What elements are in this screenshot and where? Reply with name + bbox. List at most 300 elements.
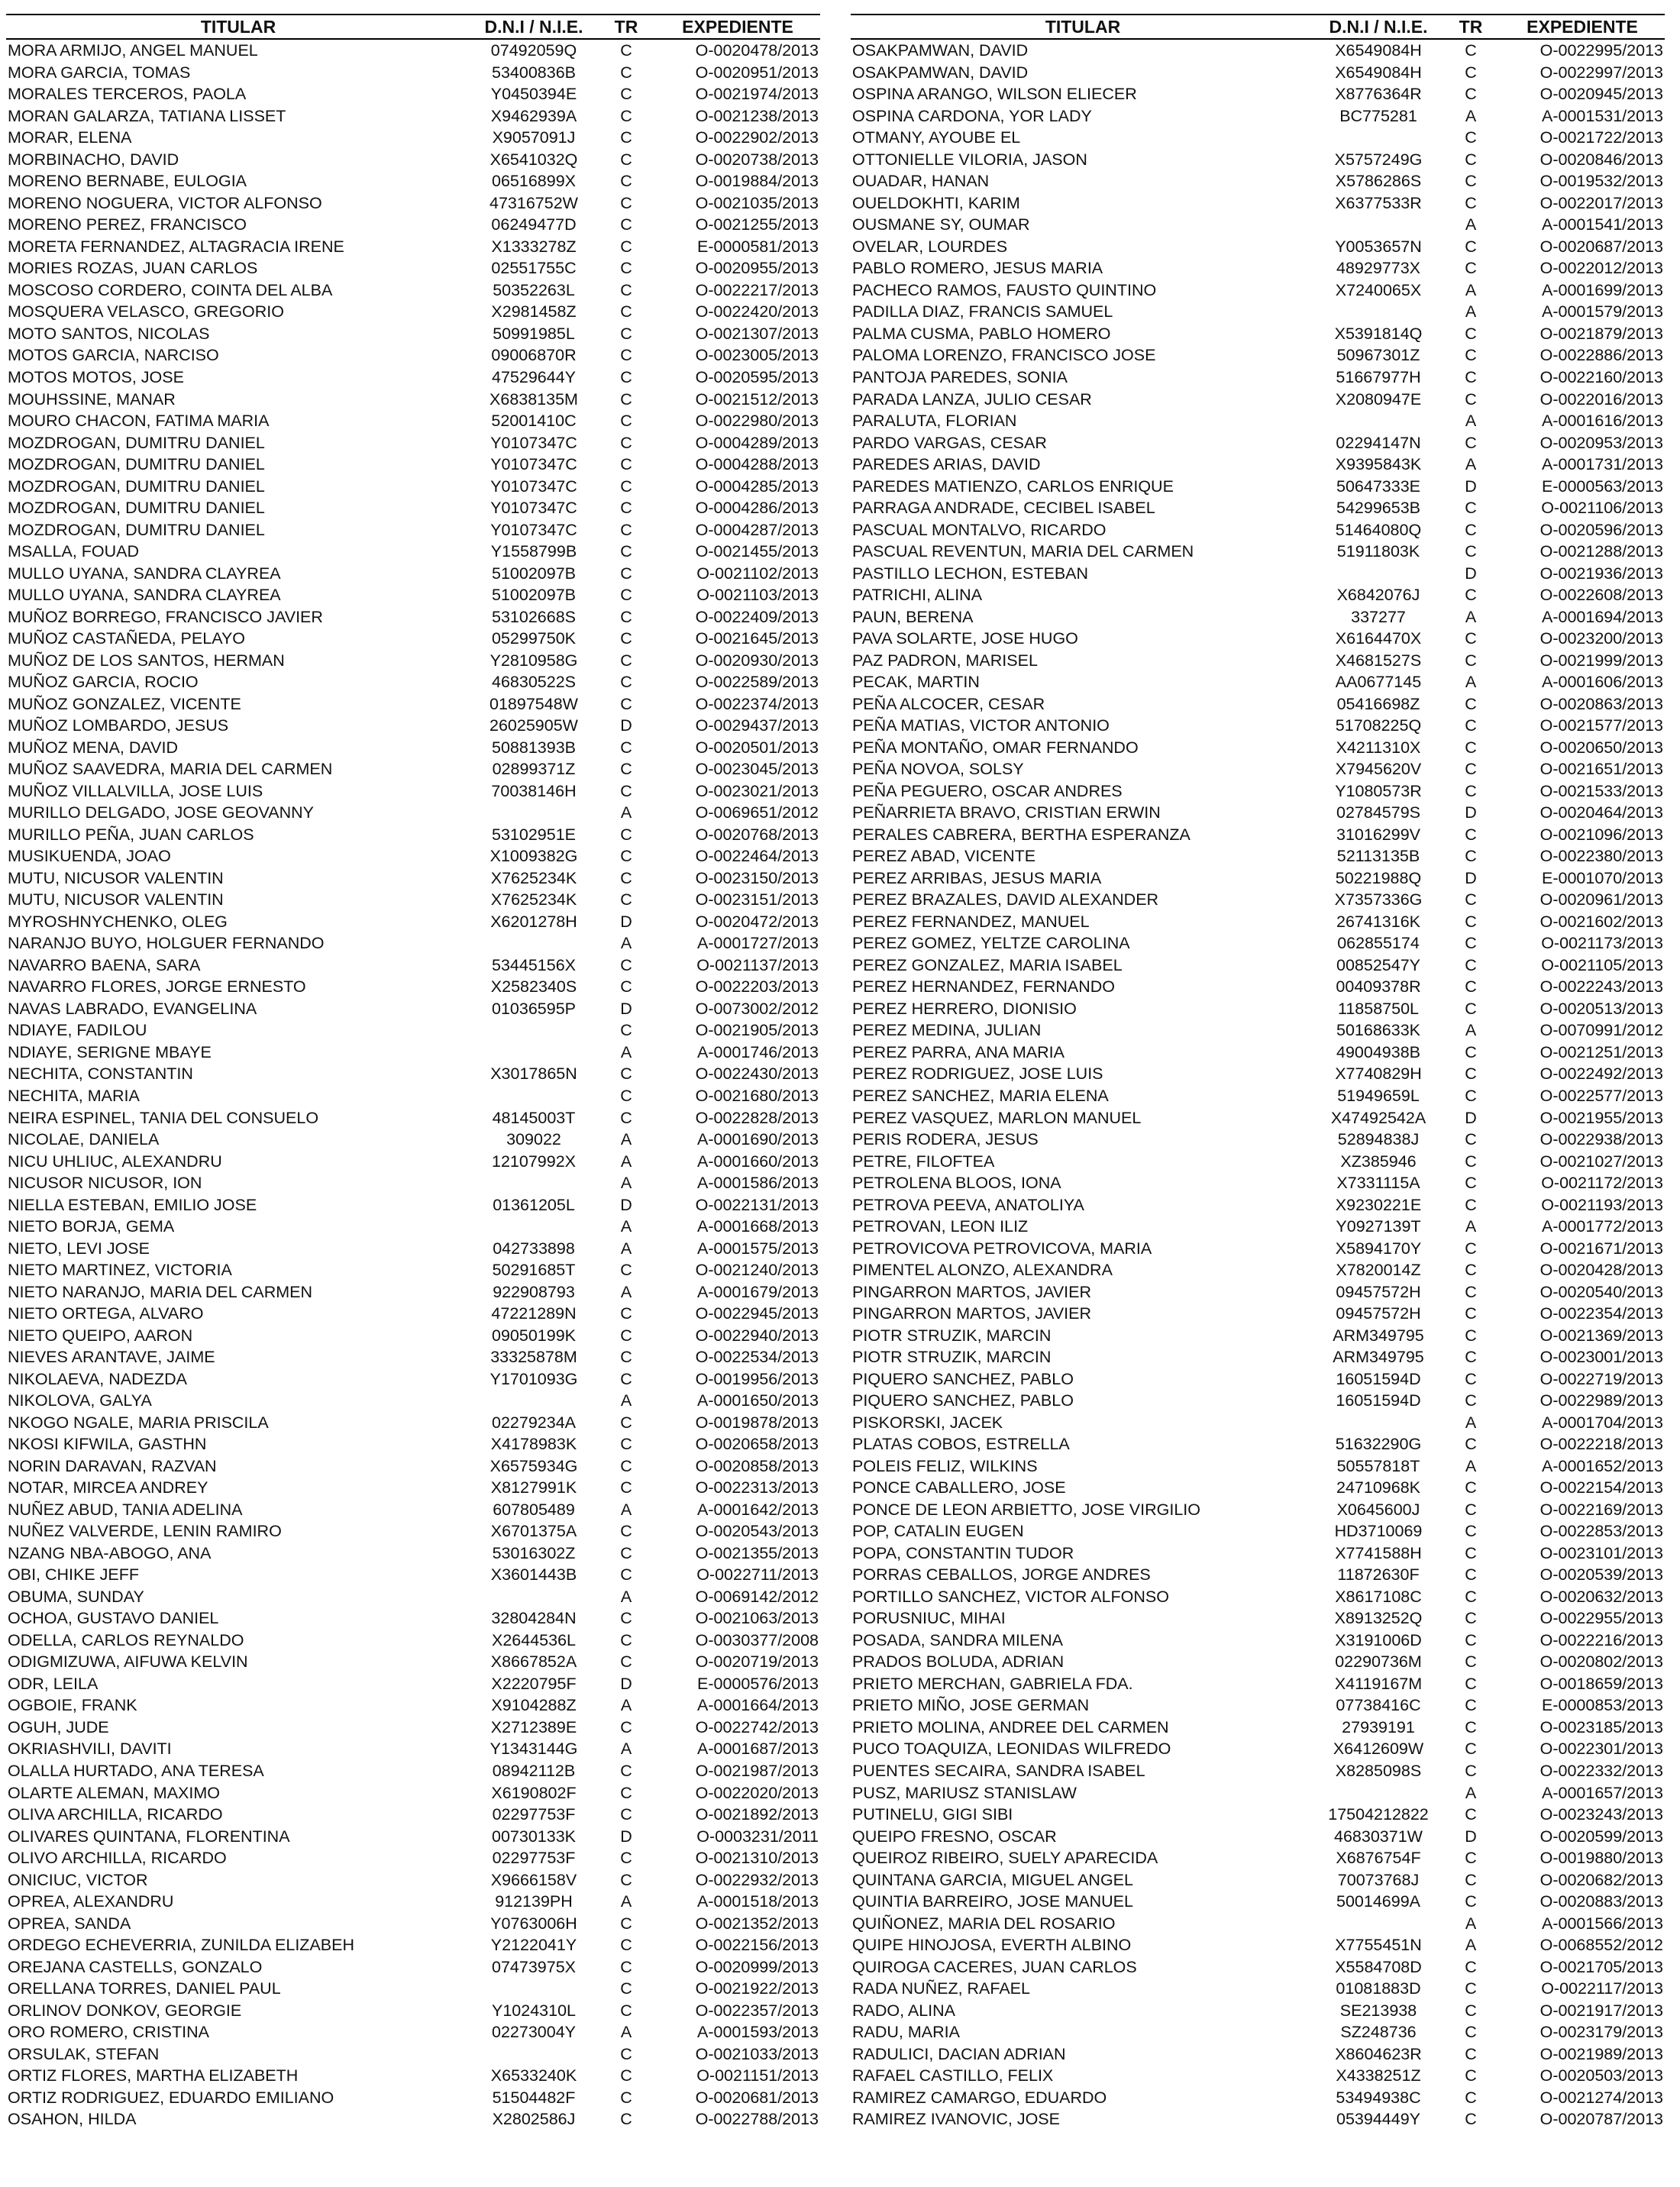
- table-row: [6, 497, 820, 519]
- dni-cell: X5391814Q: [1334, 324, 1423, 343]
- expediente-cell: O-0020719/2013: [695, 1652, 819, 1672]
- tr-cell: C: [620, 280, 632, 299]
- titular-cell: MSALLA, FOUAD: [8, 542, 140, 561]
- titular-cell: PEREZ HERNANDEZ, FERNANDO: [852, 977, 1116, 997]
- expediente-cell: O-0021533/2013: [1539, 781, 1663, 800]
- tr-cell: C: [1465, 2088, 1477, 2107]
- dni-cell: X5584708D: [1335, 1957, 1422, 1976]
- titular-cell: MUSIKUENDA, JOAO: [8, 847, 171, 866]
- table-row: [851, 1869, 1665, 1891]
- titular-cell: PEREZ HERRERO, DIONISIO: [852, 999, 1077, 1018]
- expediente-cell: O-0021096/2013: [1539, 825, 1663, 844]
- tr-cell: D: [620, 716, 632, 735]
- dni-cell: 50221988Q: [1335, 868, 1422, 887]
- tr-cell: A: [620, 1174, 632, 1193]
- tr-cell: C: [620, 1456, 632, 1475]
- expediente-cell: O-0021240/2013: [695, 1261, 819, 1280]
- tr-cell: C: [1465, 1609, 1477, 1628]
- titular-cell: OSPINA ARANGO, WILSON ELIECER: [852, 85, 1137, 104]
- expediente-cell: A-0001579/2013: [1541, 302, 1663, 321]
- tr-cell: D: [1465, 1827, 1477, 1846]
- dni-cell: [470, 1042, 597, 1064]
- titular-cell: MORALES TERCEROS, PAOLA: [8, 85, 247, 104]
- tr-cell: C: [1465, 1087, 1477, 1105]
- table-row: [851, 780, 1665, 803]
- titular-cell: PAZ PADRON, MARISEL: [852, 651, 1038, 670]
- titular-cell: PAREDES MATIENZO, CARLOS ENRIQUE: [852, 476, 1174, 496]
- expediente-cell: O-0021974/2013: [695, 85, 819, 104]
- titular-cell: OLALLA HURTADO, ANA TERESA: [8, 1761, 264, 1780]
- titular-cell: OLIVARES QUINTANA, FLORENTINA: [8, 1827, 290, 1846]
- expediente-cell: O-0020503/2013: [1539, 2066, 1663, 2085]
- expediente-cell: O-0020513/2013: [1539, 999, 1663, 1018]
- dni-cell: 52113135B: [1336, 847, 1420, 866]
- table-row: [851, 1085, 1665, 1107]
- table-row: [851, 715, 1665, 737]
- expediente-cell: O-0022608/2013: [1539, 586, 1663, 605]
- header-tr: TR: [1442, 15, 1500, 39]
- dni-cell: 00730133K: [492, 1827, 576, 1846]
- expediente-cell: O-0019884/2013: [695, 172, 819, 191]
- dni-cell: 50291685T: [492, 1261, 576, 1280]
- expediente-cell: A-0001699/2013: [1541, 280, 1663, 299]
- dni-cell: 02297753F: [492, 1849, 576, 1868]
- expediente-cell: O-0021310/2013: [695, 1849, 819, 1868]
- table-row: [6, 1782, 820, 1804]
- titular-cell: NAVARRO BAENA, SARA: [8, 955, 201, 974]
- titular-cell: PAREDES ARIAS, DAVID: [852, 455, 1041, 474]
- dni-cell: [1315, 410, 1442, 432]
- expediente-cell: O-0004286/2013: [695, 499, 819, 518]
- tr-cell: C: [620, 172, 632, 191]
- tr-cell: C: [620, 1543, 632, 1562]
- titular-cell: PERIS RODERA, JESUS: [852, 1130, 1039, 1149]
- table-row: [851, 802, 1665, 824]
- expediente-cell: O-0019532/2013: [1539, 172, 1663, 191]
- titular-cell: OTTONIELLE VILORIA, JASON: [852, 150, 1087, 169]
- titular-cell: MUÑOZ GONZALEZ, VICENTE: [8, 694, 241, 713]
- right-column: [851, 14, 1665, 2130]
- header-expediente: EXPEDIENTE: [655, 15, 820, 39]
- titular-cell: MORENO NOGUERA, VICTOR ALFONSO: [8, 193, 322, 212]
- dni-cell: [1315, 1411, 1442, 1433]
- dni-cell: X6533240K: [490, 2066, 577, 2085]
- table-row: [851, 758, 1665, 780]
- titular-cell: OSAKPAMWAN, DAVID: [852, 41, 1029, 60]
- expediente-cell: O-0021238/2013: [695, 106, 819, 125]
- titular-cell: PEREZ ABAD, VICENTE: [852, 847, 1036, 866]
- tr-cell: C: [1465, 1892, 1477, 1911]
- dni-cell: 47316752W: [489, 193, 578, 212]
- titular-cell: PIQUERO SANCHEZ, PABLO: [852, 1391, 1074, 1410]
- expediente-cell: O-0021577/2013: [1539, 716, 1663, 735]
- tr-cell: C: [1465, 499, 1477, 518]
- dni-cell: X7331115A: [1336, 1174, 1420, 1193]
- titular-cell: NDIAYE, SERIGNE MBAYE: [8, 1042, 212, 1061]
- dni-cell: 062855174: [1337, 934, 1420, 953]
- tr-cell: C: [1465, 128, 1477, 147]
- dni-cell: 02273004Y: [492, 2023, 576, 2042]
- dni-cell: X3191006D: [1335, 1630, 1422, 1649]
- titular-cell: PERALES CABRERA, BERTHA ESPERANZA: [852, 825, 1191, 844]
- table-row: [6, 758, 820, 780]
- titular-cell: PARADA LANZA, JULIO CESAR: [852, 389, 1092, 409]
- tr-cell: A: [620, 1892, 632, 1911]
- expediente-cell: O-0023200/2013: [1539, 629, 1663, 648]
- table-row: [851, 1499, 1665, 1521]
- expediente-cell: A-0001660/2013: [696, 1152, 819, 1171]
- expediente-cell: O-0020632/2013: [1539, 1587, 1663, 1606]
- table-row: [851, 1760, 1665, 1782]
- tr-cell: A: [1465, 302, 1477, 321]
- tr-cell: C: [620, 651, 632, 670]
- titular-cell: MYROSHNYCHENKO, OLEG: [8, 912, 228, 931]
- table-row: [6, 1368, 820, 1390]
- tr-cell: C: [1465, 2044, 1477, 2063]
- expediente-cell: O-0022464/2013: [695, 847, 819, 866]
- table-row: [851, 149, 1665, 171]
- titular-cell: QUIROGA CACERES, JUAN CARLOS: [852, 1957, 1137, 1976]
- expediente-cell: A-0001642/2013: [696, 1500, 819, 1519]
- table-row: [851, 1411, 1665, 1433]
- table-row: [6, 388, 820, 410]
- expediente-cell: O-0022017/2013: [1539, 193, 1663, 212]
- expediente-cell: O-0021352/2013: [695, 1914, 819, 1933]
- expediente-cell: O-0021955/2013: [1539, 1108, 1663, 1127]
- titular-cell: MUÑOZ CASTAÑEDA, PELAYO: [8, 629, 246, 648]
- tr-cell: C: [620, 2001, 632, 2020]
- expediente-cell: A-0001575/2013: [696, 1239, 819, 1258]
- table-row: [6, 1259, 820, 1281]
- titular-cell: MUÑOZ LOMBARDO, JESUS: [8, 716, 229, 735]
- table-row: [6, 323, 820, 345]
- expediente-cell: O-0021063/2013: [695, 1609, 819, 1628]
- dni-cell: X8667852A: [490, 1652, 577, 1672]
- table-row: [851, 845, 1665, 867]
- table-row: [6, 1237, 820, 1259]
- dni-cell: 02551755C: [491, 259, 577, 278]
- dni-cell: 26741316K: [1336, 912, 1420, 931]
- tr-cell: C: [620, 1761, 632, 1780]
- table-row: [6, 279, 820, 302]
- titular-cell: PUCO TOAQUIZA, LEONIDAS WILFREDO: [852, 1740, 1171, 1759]
- tr-cell: A: [620, 2023, 632, 2042]
- expediente-cell: A-0001586/2013: [696, 1174, 819, 1193]
- dni-cell: 00852547Y: [1336, 955, 1420, 974]
- dni-cell: 309022: [506, 1130, 561, 1149]
- dni-cell: 01897548W: [489, 694, 578, 713]
- tr-cell: D: [620, 1827, 632, 1846]
- table-row: [6, 1303, 820, 1325]
- table-row: [6, 1019, 820, 1042]
- tr-cell: C: [1465, 847, 1477, 866]
- titular-cell: NIEVES ARANTAVE, JAIME: [8, 1348, 215, 1367]
- table-row: [6, 83, 820, 105]
- expediente-cell: O-0022020/2013: [695, 1783, 819, 1802]
- dni-cell: X7625234K: [490, 868, 577, 887]
- titular-cell: OLARTE ALEMAN, MAXIMO: [8, 1783, 220, 1802]
- tr-cell: C: [1465, 389, 1477, 409]
- expediente-cell: O-0022357/2013: [695, 2001, 819, 2020]
- table-row: [6, 693, 820, 715]
- titular-cell: MURILLO DELGADO, JOSE GEOVANNY: [8, 803, 315, 822]
- expediente-cell: O-0020930/2013: [695, 651, 819, 670]
- titular-cell: PAVA SOLARTE, JOSE HUGO: [852, 629, 1078, 648]
- tr-cell: C: [620, 455, 632, 474]
- dni-cell: 12107992X: [492, 1152, 576, 1171]
- tr-cell: C: [1465, 1630, 1477, 1649]
- tr-cell: C: [620, 825, 632, 844]
- dni-cell: 02297753F: [492, 1805, 576, 1824]
- dni-cell: 53102951E: [492, 825, 576, 844]
- tr-cell: C: [1465, 1152, 1477, 1171]
- dni-cell: 54299653B: [1336, 499, 1420, 518]
- expediente-cell: O-0021251/2013: [1539, 1042, 1663, 1061]
- expediente-cell: O-0021274/2013: [1539, 2088, 1663, 2107]
- tr-cell: C: [620, 237, 632, 256]
- expediente-cell: O-0021892/2013: [695, 1805, 819, 1824]
- tr-cell: C: [620, 564, 632, 583]
- table-row: [6, 649, 820, 671]
- table-row: [851, 737, 1665, 759]
- dni-cell: X5757249G: [1334, 150, 1423, 169]
- titular-cell: NICOLAE, DANIELA: [8, 1130, 160, 1149]
- expediente-cell: O-0021172/2013: [1541, 1174, 1663, 1193]
- dni-cell: 00409378R: [1336, 977, 1421, 997]
- table-row: [851, 1607, 1665, 1630]
- table-row: [6, 955, 820, 977]
- table-row: [851, 344, 1665, 367]
- expediente-cell: A-0001652/2013: [1541, 1456, 1663, 1475]
- tr-cell: C: [620, 63, 632, 82]
- titular-cell: PEÑA ALCOCER, CESAR: [852, 694, 1045, 713]
- titular-cell: QUEIPO FRESNO, OSCAR: [852, 1827, 1057, 1846]
- titular-cell: PANTOJA PAREDES, SONIA: [852, 367, 1068, 386]
- titular-cell: POSADA, SANDRA MILENA: [852, 1630, 1063, 1649]
- table-row: [6, 170, 820, 192]
- tr-cell: C: [620, 1805, 632, 1824]
- dni-cell: 53102668S: [492, 607, 576, 626]
- titular-cell: OPREA, SANDA: [8, 1914, 131, 1933]
- tr-cell: C: [1465, 2110, 1477, 2129]
- tr-cell: C: [1465, 1717, 1477, 1736]
- tr-cell: C: [620, 1717, 632, 1736]
- tr-cell: C: [1465, 1130, 1477, 1149]
- titular-cell: PEÑA PEGUERO, OSCAR ANDRES: [852, 781, 1123, 800]
- table-row: [851, 323, 1665, 345]
- tr-cell: A: [1465, 607, 1477, 626]
- table-row: [851, 1999, 1665, 2021]
- dni-cell: 09006870R: [491, 346, 577, 365]
- expediente-cell: O-0023005/2013: [695, 346, 819, 365]
- dni-cell: 47221289N: [491, 1304, 577, 1323]
- expediente-cell: O-0021922/2013: [695, 1979, 819, 1998]
- table-row: [851, 105, 1665, 128]
- dni-cell: 51708225Q: [1335, 716, 1422, 735]
- table-row: [851, 1717, 1665, 1739]
- expediente-cell: O-0004285/2013: [695, 476, 819, 496]
- titular-cell: PACHECO RAMOS, FAUSTO QUINTINO: [852, 280, 1157, 299]
- table-row: [6, 1455, 820, 1478]
- tr-cell: C: [1465, 1369, 1477, 1388]
- dni-cell: 06249477D: [491, 215, 577, 234]
- table-row: [6, 1520, 820, 1543]
- expediente-cell: O-0004287/2013: [695, 520, 819, 539]
- tr-cell: C: [620, 1087, 632, 1105]
- expediente-cell: O-0020863/2013: [1539, 694, 1663, 713]
- table-row: [6, 671, 820, 693]
- titular-cell: RAFAEL CASTILLO, FELIX: [852, 2066, 1054, 2085]
- dni-cell: 05416698Z: [1336, 694, 1420, 713]
- tr-cell: A: [620, 1152, 632, 1171]
- expediente-cell: O-0021512/2013: [695, 389, 819, 409]
- titular-cell: PONCE DE LEON ARBIETTO, JOSE VIRGILIO: [852, 1500, 1200, 1519]
- expediente-cell: E-0001070/2013: [1541, 868, 1663, 887]
- expediente-cell: A-0001518/2013: [696, 1892, 819, 1911]
- table-row: [6, 454, 820, 476]
- titular-cell: ODIGMIZUWA, AIFUWA KELVIN: [8, 1652, 248, 1672]
- titular-cell: PRADOS BOLUDA, ADRIAN: [852, 1652, 1065, 1672]
- tr-cell: D: [1465, 476, 1477, 496]
- expediente-cell: O-0020682/2013: [1539, 1870, 1663, 1889]
- expediente-cell: O-0022313/2013: [695, 1478, 819, 1497]
- titular-cell: MULLO UYANA, SANDRA CLAYREA: [8, 564, 281, 583]
- tr-cell: C: [620, 1936, 632, 1955]
- tr-cell: C: [620, 41, 632, 60]
- expediente-cell: O-0022828/2013: [695, 1108, 819, 1127]
- titular-cell: ODR, LEILA: [8, 1674, 99, 1693]
- dni-cell: X6549084H: [1335, 63, 1422, 82]
- tr-cell: C: [1465, 694, 1477, 713]
- table-row: [851, 367, 1665, 389]
- dni-cell: BC775281: [1339, 106, 1417, 125]
- titular-cell: NIKOLOVA, GALYA: [8, 1391, 152, 1410]
- table-row: [851, 1586, 1665, 1608]
- dni-cell: 05299750K: [492, 629, 576, 648]
- table-row: [6, 1825, 820, 1847]
- tr-cell: C: [1465, 1979, 1477, 1998]
- dni-cell: Y0927139T: [1336, 1217, 1421, 1236]
- expediente-cell: O-0023185/2013: [1539, 1717, 1663, 1736]
- titular-cell: PETROVA PEEVA, ANATOLIYA: [852, 1195, 1084, 1214]
- titular-cell: RAMIREZ CAMARGO, EDUARDO: [852, 2088, 1107, 2107]
- left-table-body: [6, 39, 820, 2130]
- table-row: [6, 1106, 820, 1129]
- expediente-cell: O-0022995/2013: [1539, 41, 1663, 60]
- dni-cell: X0645600J: [1336, 1500, 1420, 1519]
- dni-cell: 02294147N: [1336, 433, 1421, 452]
- tr-cell: C: [1465, 912, 1477, 931]
- dni-cell: [1315, 1782, 1442, 1804]
- titular-cell: PIOTR STRUZIK, MARCIN: [852, 1326, 1052, 1345]
- titular-cell: PALMA CUSMA, PABLO HOMERO: [852, 324, 1111, 343]
- expediente-cell: O-0021651/2013: [1539, 760, 1663, 779]
- table-row: [851, 1150, 1665, 1172]
- table-row: [851, 214, 1665, 236]
- expediente-cell: O-0022218/2013: [1539, 1435, 1663, 1454]
- tr-cell: C: [620, 890, 632, 909]
- dni-cell: 01036595P: [492, 999, 576, 1018]
- dni-cell: 51504482F: [492, 2088, 576, 2107]
- titular-cell: NIETO QUEIPO, AARON: [8, 1326, 193, 1345]
- table-row: [6, 1717, 820, 1739]
- table-row: [851, 431, 1665, 454]
- expediente-cell: O-0020846/2013: [1539, 150, 1663, 169]
- dni-cell: ARM349795: [1333, 1348, 1424, 1367]
- expediente-cell: O-0029437/2013: [695, 716, 819, 735]
- dni-cell: ARM349795: [1333, 1326, 1424, 1345]
- tr-cell: C: [620, 1565, 632, 1585]
- tr-cell: A: [620, 1740, 632, 1759]
- expediente-cell: O-0022430/2013: [695, 1064, 819, 1084]
- tr-cell: C: [620, 1064, 632, 1084]
- table-row: [851, 1368, 1665, 1390]
- tr-cell: C: [620, 1914, 632, 1933]
- tr-cell: C: [620, 520, 632, 539]
- dni-cell: [470, 1390, 597, 1412]
- titular-cell: NUÑEZ ABUD, TANIA ADELINA: [8, 1500, 243, 1519]
- tr-cell: A: [620, 1217, 632, 1236]
- table-row: [6, 1738, 820, 1760]
- expediente-cell: O-0020681/2013: [695, 2088, 819, 2107]
- table-row: [6, 824, 820, 846]
- tr-cell: C: [1465, 1522, 1477, 1541]
- dni-cell: SE213938: [1339, 2001, 1417, 2020]
- expediente-cell: A-0001679/2013: [696, 1282, 819, 1301]
- expediente-cell: O-0020595/2013: [695, 367, 819, 386]
- tr-cell: C: [1465, 890, 1477, 909]
- table-row: [851, 410, 1665, 432]
- table-row: [6, 257, 820, 279]
- table-row: [6, 475, 820, 497]
- expediente-cell: O-0022711/2013: [696, 1565, 819, 1585]
- titular-cell: PALOMA LORENZO, FRANCISCO JOSE: [852, 346, 1156, 365]
- titular-cell: PASCUAL REVENTUN, MARIA DEL CARMEN: [852, 542, 1194, 561]
- dni-cell: 11858750L: [1337, 999, 1420, 1018]
- dni-cell: 17504212822: [1328, 1805, 1429, 1824]
- titular-cell: MORENO PEREZ, FRANCISCO: [8, 215, 247, 234]
- titular-cell: NEIRA ESPINEL, TANIA DEL CONSUELO: [8, 1108, 319, 1127]
- titular-cell: PIQUERO SANCHEZ, PABLO: [852, 1369, 1074, 1388]
- table-row: [851, 824, 1665, 846]
- titular-cell: PIOTR STRUZIK, MARCIN: [852, 1348, 1052, 1367]
- table-row: [6, 606, 820, 628]
- expediente-cell: O-0022932/2013: [695, 1870, 819, 1889]
- tr-cell: C: [620, 476, 632, 496]
- expediente-cell: E-0000563/2013: [1541, 476, 1663, 496]
- titular-cell: NKOGO NGALE, MARIA PRISCILA: [8, 1413, 269, 1432]
- titular-cell: MORENO BERNABE, EULOGIA: [8, 172, 247, 191]
- expediente-cell: O-0022938/2013: [1539, 1130, 1663, 1149]
- tr-cell: D: [1465, 564, 1477, 583]
- expediente-cell: A-0001731/2013: [1541, 455, 1663, 474]
- expediente-cell: O-0022160/2013: [1539, 367, 1663, 386]
- table-row: [851, 2086, 1665, 2108]
- dni-cell: [470, 2043, 597, 2065]
- tr-cell: C: [620, 1435, 632, 1454]
- expediente-cell: O-0022169/2013: [1539, 1500, 1663, 1519]
- expediente-cell: A-0001566/2013: [1541, 1914, 1663, 1933]
- expediente-cell: E-0000581/2013: [696, 237, 819, 256]
- dni-cell: Y0763006H: [490, 1914, 577, 1933]
- tr-cell: D: [620, 999, 632, 1018]
- dni-cell: X2220795F: [491, 1674, 577, 1693]
- dni-cell: X3601443B: [490, 1565, 577, 1585]
- dni-cell: [470, 1085, 597, 1107]
- table-row: [6, 715, 820, 737]
- titular-cell: PONCE CABALLERO, JOSE: [852, 1478, 1066, 1497]
- table-row: [851, 2108, 1665, 2130]
